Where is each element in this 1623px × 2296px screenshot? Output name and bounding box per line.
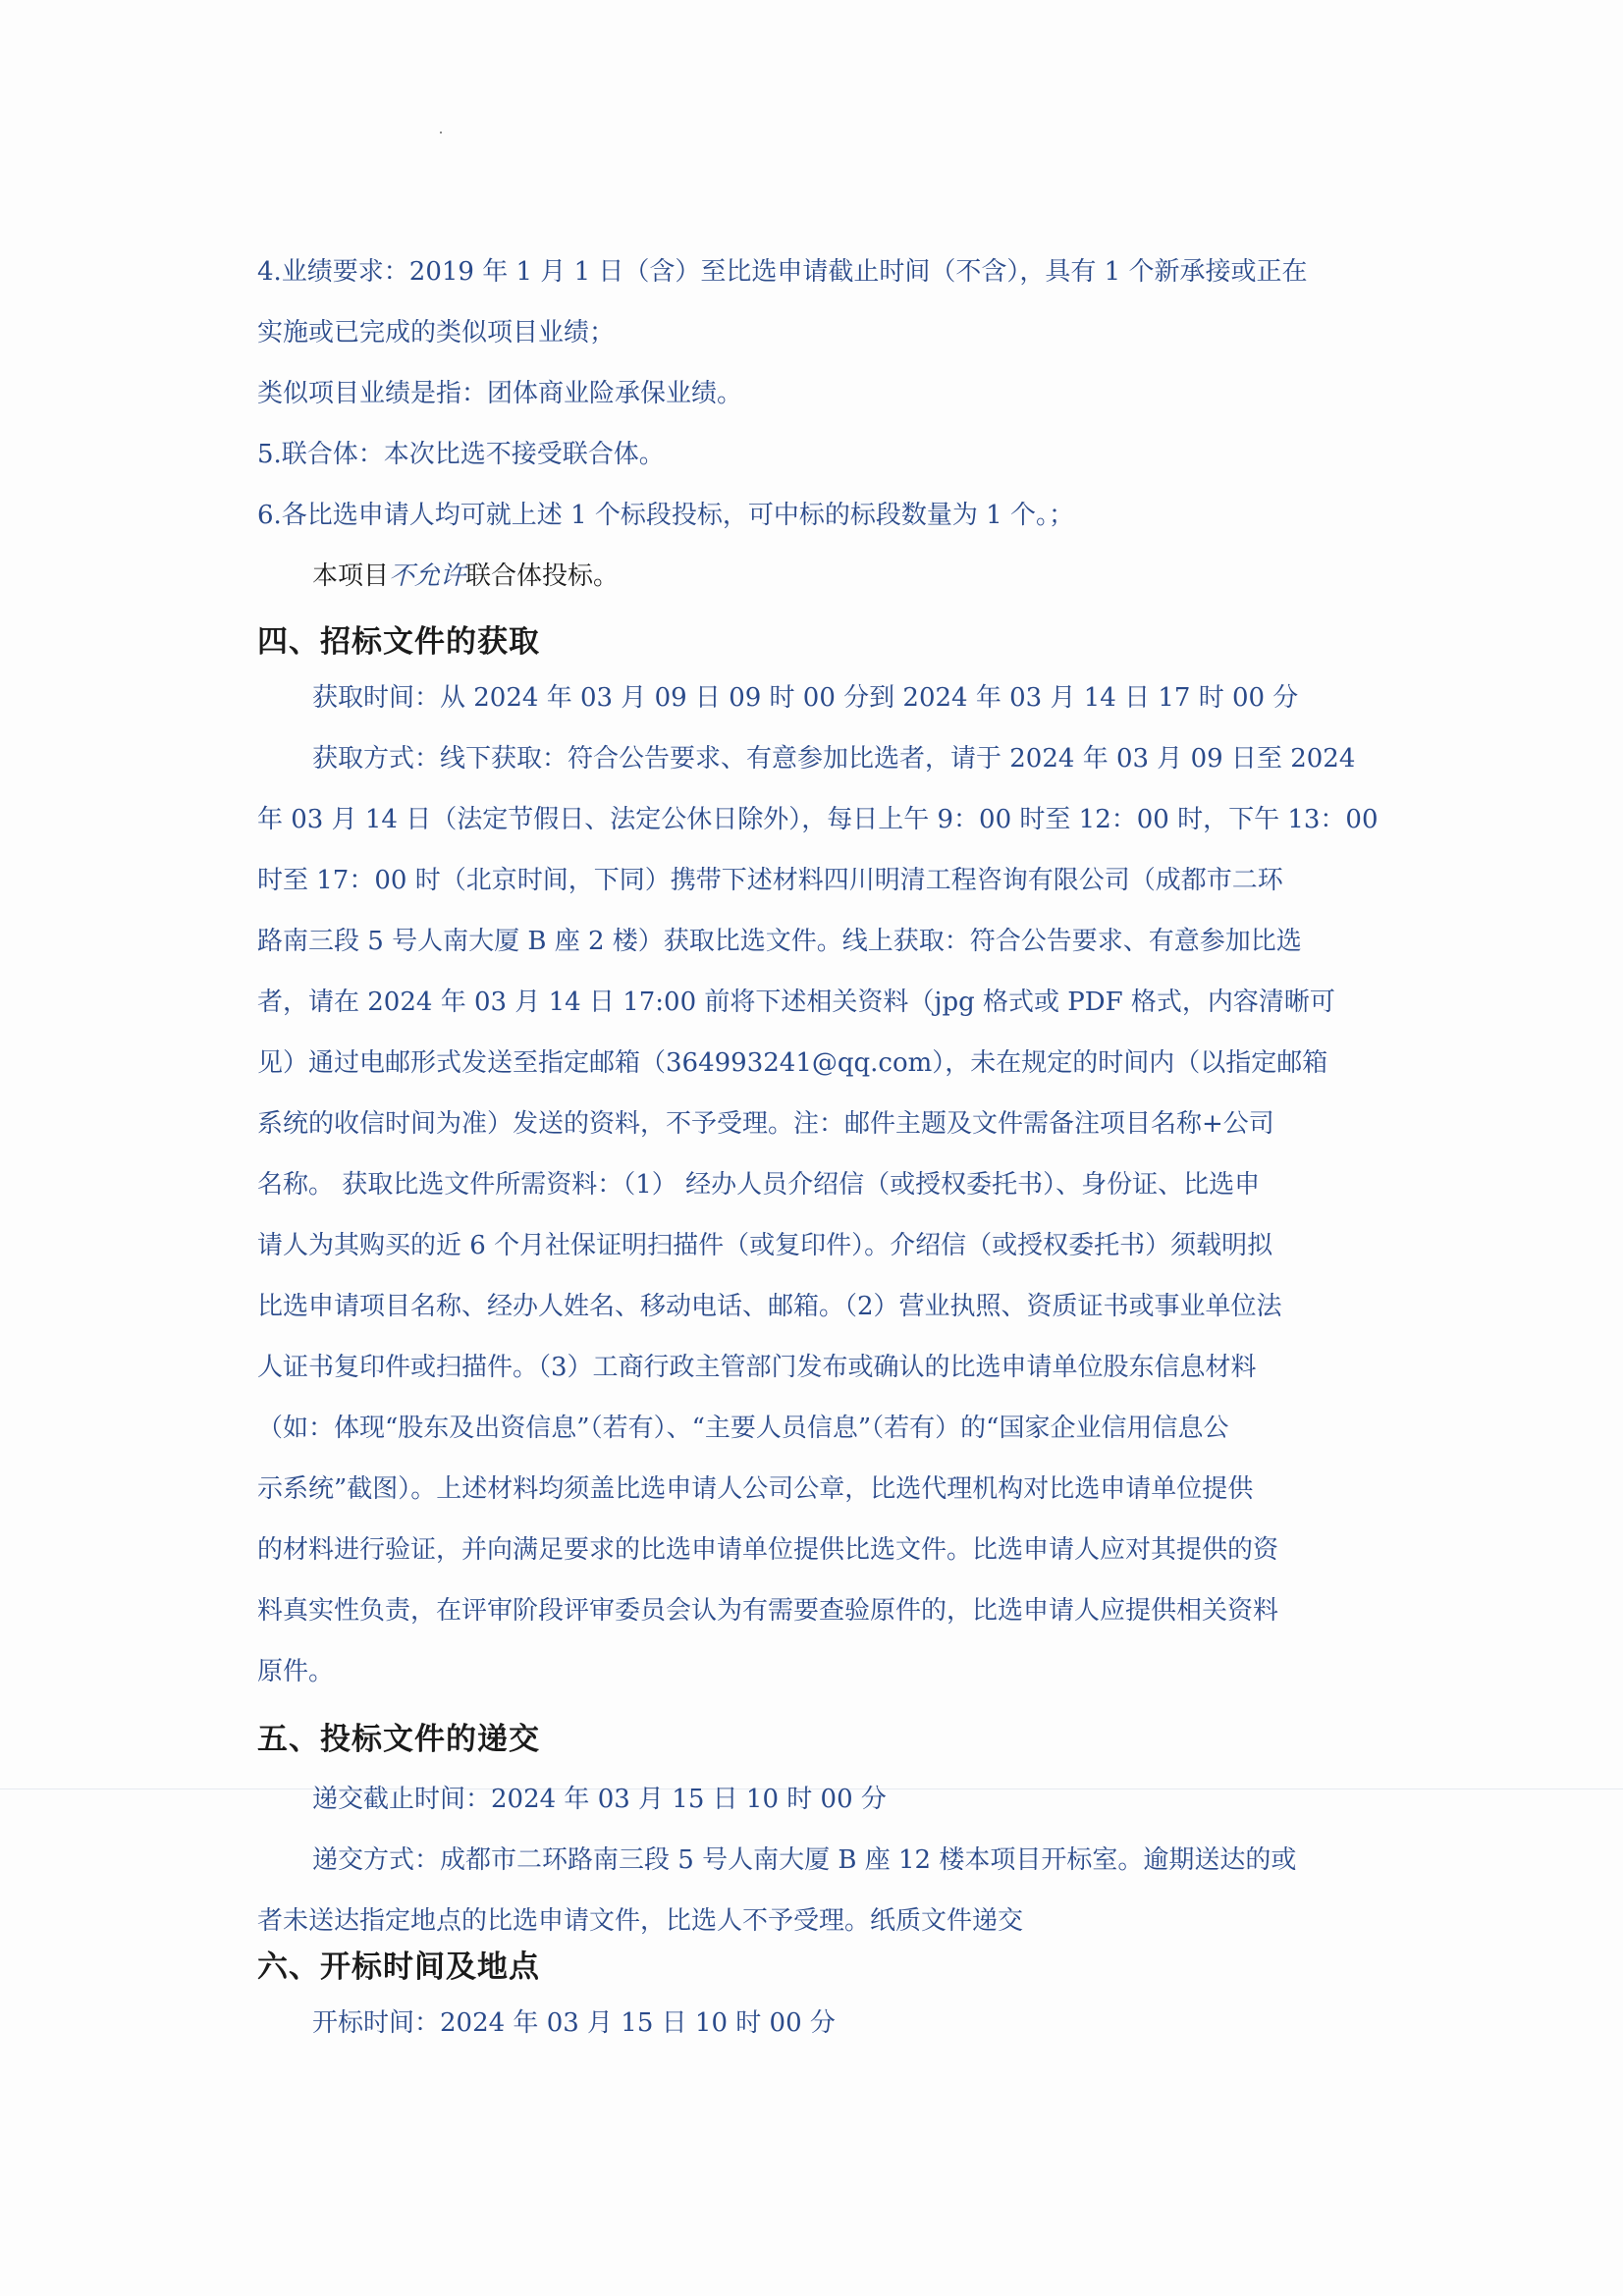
method-line: 的材料进行验证，并向满足要求的比选申请单位提供比选文件。比选申请人应对其提供的资 (257, 1535, 1279, 1565)
section-6-heading: 六、开标时间及地点 (257, 1949, 540, 1985)
method-line: 路南三段 5 号人南大厦 B 座 2 楼）获取比选文件。线上获取：符合公告要求、有意参加比选 (257, 927, 1302, 956)
performance-line-3: 类似项目业绩是指：团体商业险承保业绩。 (257, 379, 743, 408)
opening-time (257, 1993, 1347, 2054)
method-line: 名称。 获取比选文件所需资料：（1） 经办人员介绍信（或授权委托书）、身份证、比选申 (257, 1170, 1261, 1200)
project-note (257, 546, 1347, 607)
project-note-suffix: 联合体投标。 (465, 561, 620, 591)
acquisition-time-text: 获取时间：从 2024 年 03 月 09 日 09 时 00 分到 2024 年 03 月 14 日 17 时 00 分 (312, 683, 1299, 713)
method-line: 比选申请项目名称、经办人姓名、移动电话、邮箱。（2）营业执照、资质证书或事业单位法 (257, 1292, 1282, 1321)
section-5-heading: 五、投标文件的递交 (257, 1722, 540, 1757)
opening-time-text: 开标时间：2024 年 03 月 15 日 10 时 00 分 (312, 2008, 836, 2038)
submission-line-1: 递交方式：成都市二环路南三段 5 号人南大厦 B 座 12 楼本项目开标室。逾期送达的或 (312, 1845, 1297, 1875)
method-line: 年 03 月 14 日（法定节假日、法定公休日除外），每日上午 9：00 时至 12：00 时，下午 13：00 (257, 805, 1379, 834)
method-line: 请人为其购买的近 6 个月社保证明扫描件（或复印件）。介绍信（或授权委托书）须载明拟 (257, 1231, 1273, 1260)
performance-line-1: 4.业绩要求：2019 年 1 月 1 日（含）至比选申请截止时间（不含），具有 1 个新承接或正在 (257, 257, 1308, 287)
method-line: 者，请在 2024 年 03 月 14 日 17:00 前将下述相关资料（jpg 格式或 PDF 格式，内容清晰可 (257, 988, 1335, 1017)
method-line: 人证书复印件或扫描件。（3）工商行政主管部门发布或确认的比选申请单位股东信息材料 (257, 1353, 1257, 1382)
performance-line-2: 实施或已完成的类似项目业绩； (257, 318, 616, 347)
method-line: （如：体现“股东及出资信息”（若有）、“主要人员信息”（若有）的“国家企业信用信息公 (257, 1414, 1229, 1443)
scan-speck (440, 132, 442, 133)
project-note-stamp: 不允许 (389, 561, 466, 591)
submission-deadline (257, 1769, 1347, 1830)
lot-rule: 6.各比选申请人均可就上述 1 个标段投标，可中标的标段数量为 1 个。； (257, 501, 1074, 530)
method-line: 获取方式：线下获取：符合公告要求、有意参加比选者，请于 2024 年 03 月 09 日至 2024 (312, 744, 1356, 774)
submission-deadline-text: 递交截止时间：2024 年 03 月 15 日 10 时 00 分 (312, 1785, 887, 1814)
acquisition-method (257, 728, 1379, 1702)
method-line: 见）通过电邮形式发送至指定邮箱（364993241@qq.com），未在规定的时间内（以指定邮箱 (257, 1048, 1328, 1078)
acquisition-time (257, 667, 1347, 728)
method-line: 示系统”截图）。上述材料均须盖比选申请人公司公章，比选代理机构对比选申请单位提供 (257, 1474, 1254, 1504)
consortium-rule: 5.联合体：本次比选不接受联合体。 (257, 440, 665, 469)
submission-method (257, 1830, 1347, 1951)
method-line: 时至 17：00 时（北京时间，下同）携带下述材料四川明清工程咨询有限公司（成都市二环 (257, 866, 1283, 895)
method-line: 原件。 (257, 1657, 335, 1686)
method-line: 系统的收信时间为准）发送的资料，不予受理。注：邮件主题及文件需备注项目名称+公司 (257, 1109, 1274, 1139)
performance-requirement (257, 241, 1347, 424)
section-4-heading: 四、招标文件的获取 (257, 624, 540, 660)
submission-line-2: 者未送达指定地点的比选申请文件，比选人不予受理。纸质文件递交 (257, 1906, 1024, 1936)
project-note-prefix: 本项目 (312, 561, 390, 591)
method-line: 料真实性负责，在评审阶段评审委员会认为有需要查验原件的，比选申请人应提供相关资料 (257, 1596, 1279, 1626)
